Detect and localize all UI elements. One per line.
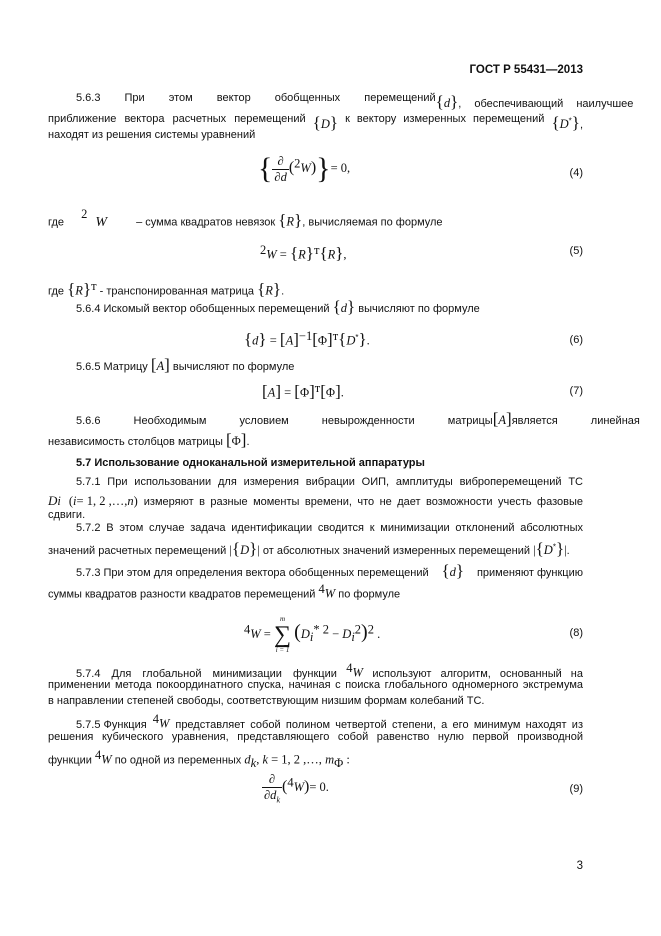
standard-id: ГОСТ Р 55431—2013	[469, 64, 583, 76]
eq7-formula: $[A] = [\Phi]^т[\Phi]$.	[262, 381, 344, 401]
section-5-7-title: 5.7 Использование одноканальной измерительной аппаратуры	[76, 457, 425, 469]
p571-l1: 5.7.1 При использовании для измерения вибрации ОИП, амплитуды виброперемещений ТС	[76, 476, 583, 488]
p573-l1b: применяют функцию	[476, 567, 583, 579]
p563-line1	[76, 92, 634, 112]
p566-l1b: является линейная	[511, 415, 640, 427]
p575-l1a: 5.7.5 Функция	[76, 718, 147, 731]
p564-suffix: вычисляют по формуле	[358, 303, 480, 315]
eq4-number: (4)	[569, 167, 583, 179]
p574-line1: 5.7.4 Для глобальной минимизации функции $^4$W используют алгоритм, основанный на	[76, 661, 583, 680]
p575-l2: решения кубического уравнения, представляющего собой равенство нулю первой производной	[48, 731, 583, 743]
p563-vec-Dstar: {D*},	[551, 113, 583, 132]
eq5-number: (5)	[569, 245, 583, 257]
eq4-rhs: = 0,	[330, 160, 351, 175]
p563-vec-d: {d}, обеспечивающий наилучшее	[435, 92, 634, 111]
p571-l3: сдвиги.	[48, 509, 86, 521]
p575-line1: 5.7.5 Функция $^4$W представляет собой полином четвертой степени, а его минимум находят из	[76, 712, 583, 731]
where2-line: где $\{R\}^т$ - транспонированная матрица {R}.	[48, 279, 285, 299]
p566-l2: независимость столбцов матрицы	[48, 436, 223, 448]
p574-l2: применении метода покоординатного спуска, начиная с поиска глобального одномерного экстремума	[48, 679, 583, 691]
where1-text: – сумма квадратов невязок	[136, 216, 276, 229]
p564-text: 5.6.4 Искомый вектор обобщенных перемещений	[76, 303, 330, 315]
eq5-formula: $^2W = \{R\}^т\{R\}$,	[260, 243, 347, 263]
p566-l1a: 5.6.6 Необходимым условием невырожденности матрицы	[76, 415, 493, 427]
p571-line2: D i ( i = 1, 2 ,…, n ) измеряют в разные моменты времени, что не дает возможности учесть фазовые	[48, 493, 583, 508]
p565-suffix: вычисляют по формуле	[172, 361, 295, 373]
eq7-number: (7)	[569, 385, 583, 397]
p563-vec-D: {D}	[312, 113, 339, 132]
eq4-formula: { $\frac{\partial}{\partial d}$ ($^2$W)}= 0,	[258, 152, 351, 185]
eq9-formula: $\frac{\partial}{\partial d_k}$ ($^4$W)= 0.	[264, 772, 329, 805]
p563-l1a: 5.6.3 При этом вектор обобщенных перемещений	[76, 92, 436, 104]
p573-l2a: суммы квадратов разности квадратов перемещений	[48, 588, 316, 601]
eq9-rhs: = 0.	[309, 780, 329, 795]
where2-text: - транспонированная матрица	[99, 285, 255, 298]
p566-line2: независимость столбцов матрицы [Φ].	[48, 430, 250, 449]
eq8-formula: $^4$W = m ∑ i = 1 $(D_i^{* 2} - D_i^2)^2$ .	[244, 615, 381, 654]
p573-line2: суммы квадратов разности квадратов перемещений $^4$W по формуле	[48, 582, 401, 601]
page-number: 3	[576, 860, 583, 872]
p574-l1b: используют алгоритм, основанный на	[372, 667, 583, 680]
where1-line: где $^2$W – сумма квадратов невязок {R}, вычисляемая по формуле	[48, 207, 443, 230]
p572-l2b: от абсолютных значений измеренных перемещений	[262, 545, 531, 557]
p565-line: 5.6.5 Матрицу [A] вычисляют по формуле	[76, 355, 295, 374]
p573-l1a: 5.7.3 При этом для определения вектора обобщенных перемещений	[76, 567, 429, 579]
p574-l1a: 5.7.4 Для глобальной минимизации функции	[76, 667, 337, 680]
p575-l1b: представляет собой полином четвертой степени, а его минимум находят из	[175, 718, 583, 731]
p563-l2b: к вектору измеренных перемещений	[345, 113, 545, 125]
p575-l3b: по одной из переменных	[114, 754, 242, 767]
p565-text: 5.6.5 Матрицу	[76, 361, 148, 373]
p563-l2a: приближение вектора расчетных перемещений	[48, 113, 306, 125]
p573-line1: 5.7.3 При этом для определения вектора обобщенных перемещений {d} применяют функцию	[76, 561, 583, 580]
p571-l2: измеряют в разные моменты времени, что не дает возможности учесть фазовые	[143, 496, 583, 508]
eq6-number: (6)	[569, 334, 583, 346]
where2-prefix: где	[48, 285, 65, 298]
p574-l3: в направлении степеней свободы, соответствующим низшим формам колебаний ТС.	[48, 695, 485, 707]
p563-l3: находят из решения системы уравнений	[48, 129, 256, 141]
p563-l1b: , обеспечивающий наилучшее	[458, 98, 634, 110]
p575-l3a: функции	[48, 754, 92, 767]
p573-l2b: по формуле	[338, 588, 401, 601]
where1-suffix: , вычисляемая по формуле	[302, 216, 443, 229]
p566-line1: 5.6.6 Необходимым условием невырожденности матрицы [A] является линейная	[76, 409, 640, 428]
p572-line2: значений расчетных перемещений |{D}| от абсолютных значений измеренных перемещений |{D*}|.	[48, 539, 570, 558]
eq9-number: (9)	[569, 783, 583, 795]
p575-line3: функции $^4$W по одной из переменных $d_k$, k = 1, 2 ,…, $m_\Phi$ :	[48, 748, 350, 770]
eq8-number: (8)	[569, 627, 583, 639]
where1-prefix: где	[48, 216, 65, 229]
p572-l2a: значений расчетных перемещений	[48, 545, 227, 557]
p564-line: 5.6.4 Искомый вектор обобщенных перемещений {d} вычисляют по формуле	[76, 297, 480, 316]
eq6-formula: $\{d\} = [A]^{-1}[\Phi]^т\{D^*\}$.	[244, 329, 370, 349]
p572-l1: 5.7.2 В этом случае задача идентификации сводится к минимизации отклонений абсолютных	[76, 522, 583, 534]
